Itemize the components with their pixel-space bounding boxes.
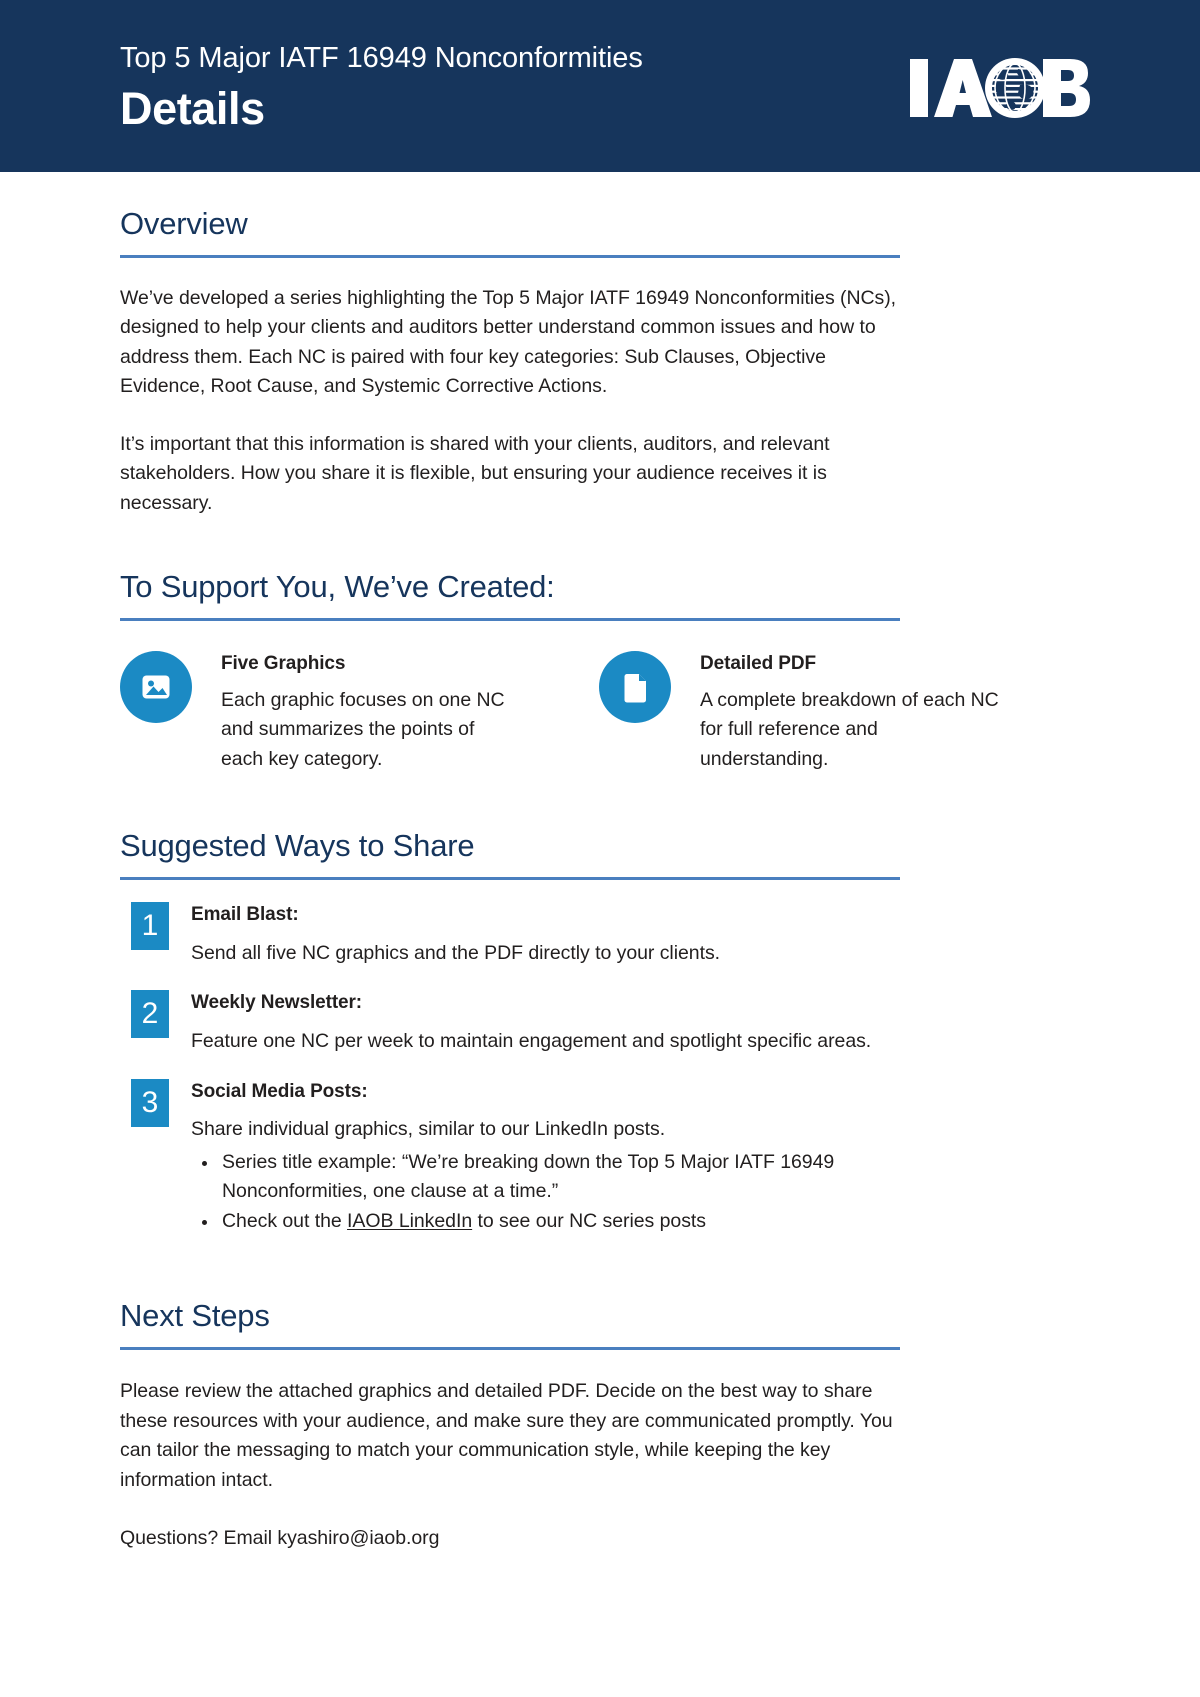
- iaob-logo: [910, 53, 1092, 123]
- image-icon-glyph: [138, 669, 174, 705]
- step-body: [191, 990, 871, 1056]
- step-sub-bullets: [191, 1148, 931, 1237]
- linkedin-bullet-suffix: to see our NC series posts: [472, 1209, 706, 1232]
- support-card-five-graphics: [120, 649, 599, 774]
- support-card-body: [221, 649, 521, 774]
- globe-icon: [985, 58, 1045, 118]
- list-item: [120, 990, 1000, 1056]
- step-number-badge: 3: [131, 1079, 169, 1127]
- iaob-linkedin-link[interactable]: IAOB LinkedIn: [347, 1209, 473, 1232]
- support-card-title: Detailed PDF: [700, 653, 816, 674]
- step-number-badge: 1: [131, 902, 169, 950]
- share-divider: [120, 877, 900, 880]
- step-title: Weekly Newsletter:: [191, 992, 363, 1014]
- support-divider: [120, 618, 900, 621]
- support-card-detailed-pdf: [599, 649, 1000, 774]
- list-item: [120, 1079, 1000, 1237]
- linkedin-bullet-prefix: Check out the: [222, 1209, 348, 1232]
- page-header: [0, 0, 1200, 172]
- header-text-group: [120, 42, 643, 135]
- support-card-body: [700, 649, 1000, 774]
- step-title: Social Media Posts:: [191, 1080, 368, 1102]
- next-steps-divider: [120, 1347, 900, 1350]
- next-steps-heading: Next Steps: [120, 1298, 270, 1334]
- support-card-description: A complete breakdown of each NC for full reference and understanding.: [700, 688, 999, 770]
- next-steps-contact: Questions? Email kyashiro@iaob.org: [120, 1527, 440, 1550]
- image-icon: [120, 651, 192, 723]
- step-number-badge: 2: [131, 990, 169, 1038]
- support-card-title: Five Graphics: [221, 653, 346, 674]
- share-heading: Suggested Ways to Share: [120, 828, 475, 864]
- support-heading: To Support You, We’ve Created:: [120, 569, 555, 605]
- step-body: [191, 1079, 931, 1237]
- list-item: [120, 902, 1000, 968]
- step-title: Email Blast:: [191, 904, 299, 926]
- overview-paragraph-2: It’s important that this information is shared with your clients, auditors, and relevant stakeholders. How you share it is flexible, but ensuring your audience receives it is necessary.: [120, 432, 830, 514]
- document-icon: [599, 651, 671, 723]
- next-steps-paragraph-1: Please review the attached graphics and detailed PDF. Decide on the best way to share these resources with your audience, and make sure they are communicated promptly. You can tailor the messaging to match your communication style, while keeping the key information intact.: [120, 1380, 893, 1491]
- section-share: [120, 774, 1000, 1236]
- section-support: [120, 518, 1000, 774]
- overview-divider: [120, 255, 900, 258]
- step-description: Share individual graphics, similar to our LinkedIn posts.: [191, 1118, 666, 1141]
- section-overview: [120, 172, 1000, 518]
- step-description: Feature one NC per week to maintain engagement and spotlight specific areas.: [191, 1030, 872, 1053]
- overview-heading: Overview: [120, 206, 248, 241]
- header-eyebrow: Top 5 Major IATF 16949 Nonconformities: [120, 42, 643, 75]
- sub-bullet-series-title: Series title example: “We’re breaking down the Top 5 Major IATF 16949 Nonconformities, one clause at a time.”: [191, 1148, 931, 1207]
- iaob-logo-mark: [910, 53, 1092, 123]
- section-next-steps: [120, 1258, 1000, 1553]
- step-body: [191, 902, 720, 968]
- page-title: Details: [120, 82, 265, 134]
- support-card-description: Each graphic focuses on one NC and summarizes the points of each key category.: [221, 688, 505, 770]
- document-body: [0, 172, 1200, 1554]
- document-icon-glyph: [617, 669, 653, 705]
- support-cards: [120, 649, 1000, 774]
- step-description: Send all five NC graphics and the PDF directly to your clients.: [191, 941, 721, 964]
- sub-bullet-linkedin: [191, 1207, 931, 1237]
- overview-paragraph-1: We’ve developed a series highlighting the Top 5 Major IATF 16949 Nonconformities (NCs), designed to help your clients and auditors better understand common issues and how to address them. Each NC is paired with four key categories: Sub Clauses, Objective Evidence, Root Cause, and Systemic Corrective Actions.: [120, 286, 897, 398]
- share-steps-list: [120, 902, 1000, 1236]
